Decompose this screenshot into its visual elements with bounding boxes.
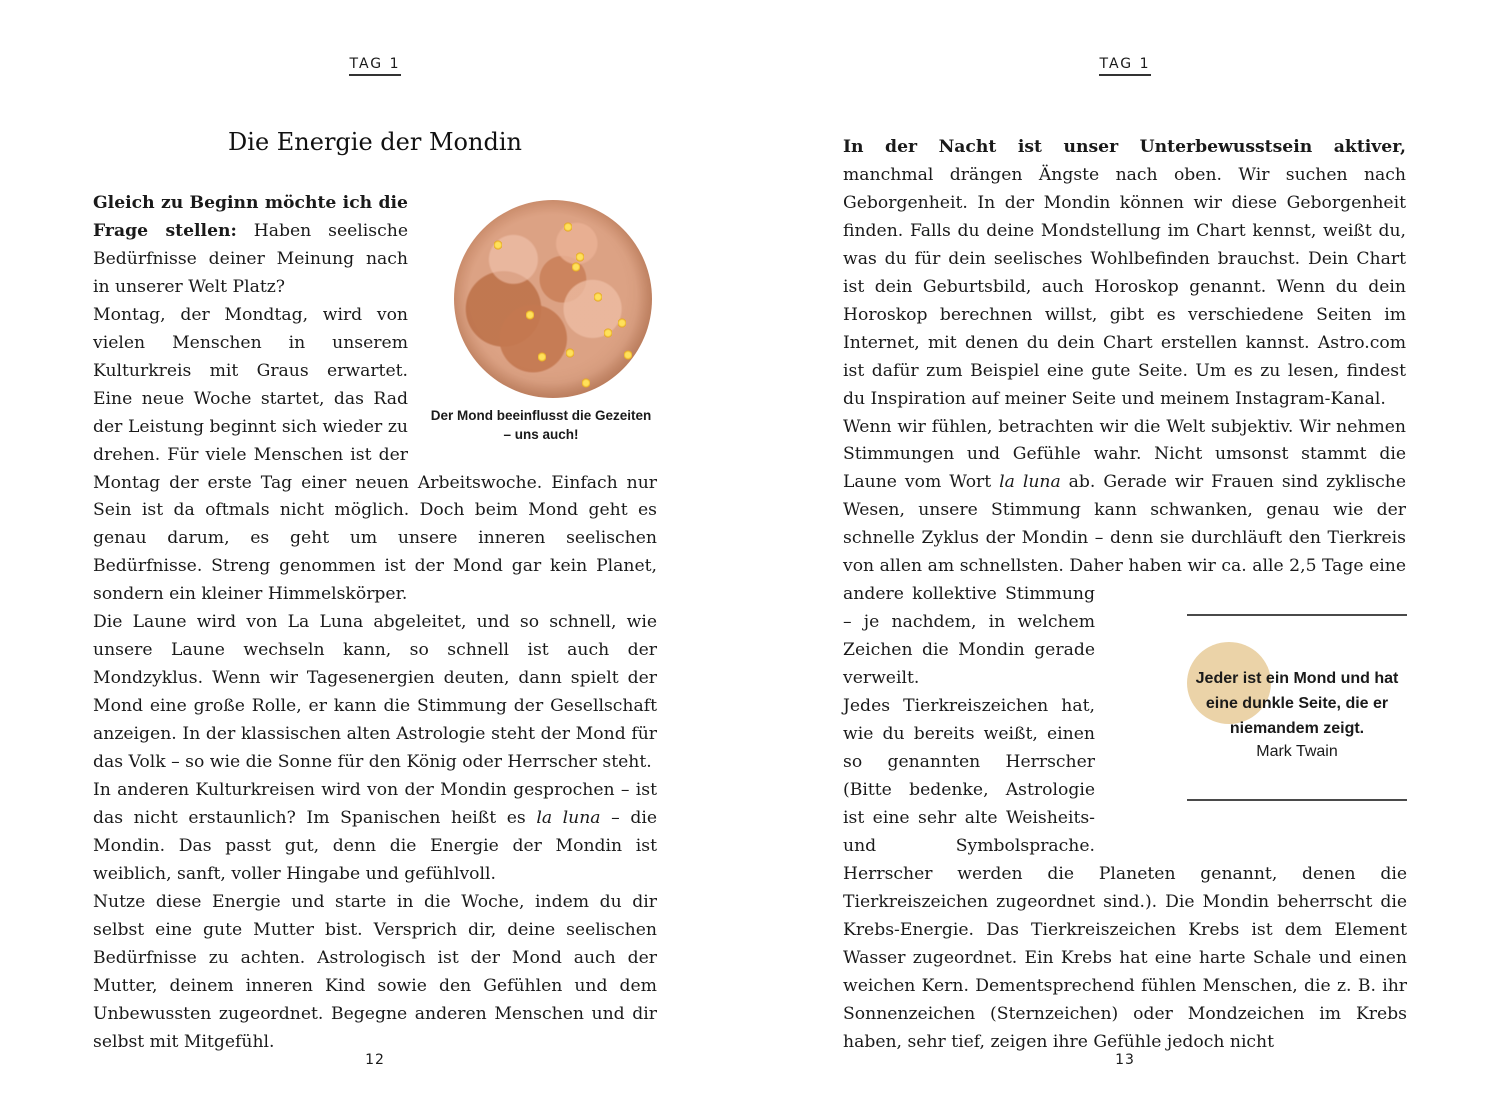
page-number: 12 — [365, 1052, 385, 1068]
moon-sparkle — [494, 240, 502, 250]
moon-sparkle — [526, 310, 534, 320]
moon-sparkle — [538, 352, 546, 362]
moon-sparkle — [564, 222, 572, 232]
paragraph-text: In anderen Kulturkreisen wird von der Mondin gesprochen – ist das nicht erstaunlich? Im Spanischen heißt es — [93, 780, 657, 828]
paragraph: Montag, der Mondtag, wird von vielen Menschen in unserem Kulturkreis mit Graus erwartet. Eine neue Woche startet, das Rad der Leistung beginnt sich wieder zu drehen. Für viele Menschen ist der Montag der erste Tag einer neuen Arbeitswoche. Einfach nur Sein ist da oftmals nicht möglich. Doch beim Mond geht es genau darum, es geht um unsere inneren seelischen Bedürfnisse. Streng genommen ist der Mond gar kein Planet, sondern ein kleiner Himmelskörper. — [93, 304, 657, 605]
body-text — [93, 190, 657, 1057]
italic-term: la luna — [999, 472, 1061, 493]
quote-author: Mark Twain — [1256, 743, 1338, 760]
moon-image — [454, 200, 652, 398]
paragraph: Jedes Tierkreiszeichen hat, wie du bereits weißt, einen so genannten Herrscher (Bitte bedenke, Astrologie ist eine sehr alte Weisheits- und Symbolsprache. Herrscher werden die Planeten genannt, denen die Tierkreiszeichen zugeordnet sind.). Die Mondin beherrscht die Krebs-Energie. Das Tierkreiszeichen Krebs ist dem Element Wasser zugeordnet. Ein Krebs hat eine harte Schale und einen weichen Kern. Dementsprechend fühlen Menschen, die z. B. ihr Sonnenzeichen (Sternzeichen) oder Mondzeichen im Krebs haben, sehr tief, zeigen ihre Gefühle jedoch nicht — [843, 696, 1407, 1052]
italic-term: la luna — [536, 807, 601, 828]
paragraph: Die Laune wird von La Luna abgeleitet, und so schnell, wie unsere Laune wechseln kann, so schnell ist auch der Mondzyklus. Wenn wir Tagesenergien deuten, dann spielt der Mond eine große Rolle, er kann die Stimmung der Gesellschaft anzeigen. In der klassischen alten Astrologie steht der Mond für das Volk – so wie die Sonne für den König oder Herrscher steht. — [93, 612, 657, 773]
body-text — [843, 134, 1407, 1056]
moon-sparkle — [582, 378, 590, 388]
moon-sparkle — [594, 292, 602, 302]
float-spacer — [656, 190, 657, 357]
paragraph-text: manchmal drängen Ängste nach oben. Wir suchen nach Geborgenheit. In der Mondin können wir diese Geborgenheit finden. Falls du deine Mondstellung im Chart kennst, weißt du, was du für dein seelisches Wohlbefinden brauchst. Dein Chart ist dein Geburtsbild, auch Horoskop genannt. Wenn du dein Horoskop berechnen willst, gibt es verschiedene Seiten im Internet, mit denen du dein Chart erstellen kannst. Astro.com ist dafür zum Beispiel eine gute Seite. Um es zu lesen, findest du Inspiration auf meiner Seite und meinem Instagram-Kanal. — [843, 164, 1406, 409]
moon-sparkle — [604, 328, 612, 338]
paragraph-text: Haben seelische Bedürfnisse deiner Meinung nach in unserer Welt Platz? — [93, 220, 408, 297]
moon-sparkle — [624, 350, 632, 360]
moon-sparkle — [618, 318, 626, 328]
paragraph — [843, 134, 1407, 414]
pull-quote — [1187, 594, 1407, 844]
lead-bold: Gleich zu Beginn möchte ich die Frage stellen: — [93, 193, 408, 241]
running-head — [0, 56, 750, 76]
quote-text: Jeder ist ein Mond und hat eine dunkle Seite, die er niemandem zeigt. — [1195, 670, 1399, 737]
paragraph-text: Wenn wir fühlen, betrachten wir die Welt subjektiv. Wir nehmen Stimmungen und Gefühle wahr. Nicht umsonst stammt die Laune vom Wort — [843, 416, 1406, 493]
chapter-title: Die Energie der Mondin — [228, 128, 522, 156]
figure-caption: Der Mond beeinflusst die Gezeiten – uns auch! — [430, 408, 652, 442]
running-head — [750, 56, 1500, 76]
right-page — [750, 0, 1500, 1110]
moon-sparkle — [566, 348, 574, 358]
paragraph — [93, 777, 657, 889]
float-spacer — [1406, 134, 1407, 594]
page-number: 13 — [1115, 1052, 1135, 1068]
paragraph-text: ab. Gerade wir Frauen sind zyklische Wesen, unsere Stimmung kann schwanken, genau wie der schnelle Zyklus der Mondin – denn sie durchläuft den Tierkreis von allen am schnellsten. Daher haben wir ca. alle 2,5 Tage eine andere kollektive Stimmung – je nachdem, in welchem Zeichen die Mondin gerade verweilt. — [843, 472, 1407, 689]
paragraph: Nutze diese Energie und starte in die Woche, indem du dir selbst eine gute Mutter bist. Versprich dir, deine seelischen Bedürfnisse zu achten. Astrologisch ist der Mond auch der Mutter, deinem inneren Kind sowie den Gefühlen und dem Unbewussten zugeordnet. Begegne anderen Menschen und dir selbst mit Mitgefühl. — [93, 891, 657, 1052]
running-head-label: TAG 1 — [1099, 56, 1150, 76]
paragraph-text: – die Mondin. Das passt gut, denn die Energie der Mondin ist weiblich, sanft, voller Hingabe und gefühlvoll. — [93, 807, 657, 884]
moon-sparkle — [572, 262, 580, 272]
moon-sparkle — [576, 252, 584, 262]
running-head-label: TAG 1 — [349, 56, 400, 76]
divider — [1187, 614, 1407, 616]
divider — [1187, 799, 1407, 801]
lead-bold: In der Nacht ist unser Unterbewusstsein aktiver, — [843, 137, 1406, 157]
moon-figure — [426, 196, 656, 468]
